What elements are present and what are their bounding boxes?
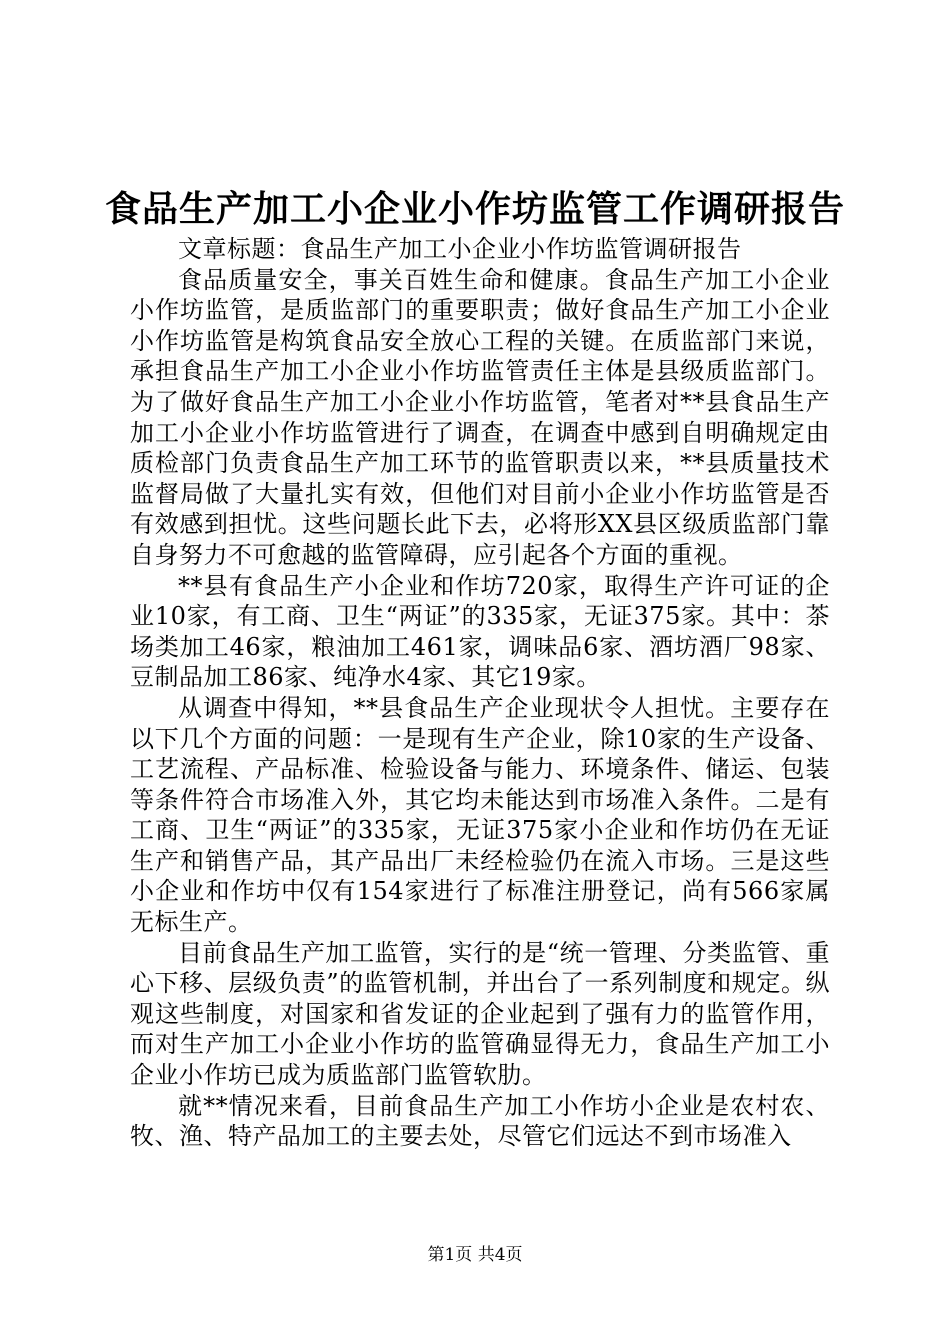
page-footer: 第1页 共4页 (427, 1245, 523, 1265)
document-title: 食品生产加工小企业小作坊监管工作调研报告 (104, 188, 845, 230)
body-paragraph: 目前食品生产加工监管，实行的是“统一管理、分类监管、重心下移、层级负责”的监管机制，并出台了一系列制度和规定。纵观这些制度，对国家和省发证的企业起到了强有力的监管作用，而对生产加工小企业小作坊的监管确显得无力，食品生产加工小企业小作坊已成为质监部门监管软肋。 (130, 938, 830, 1090)
body-paragraph: 就**情况来看，目前食品生产加工小作坊小企业是农村农、牧、渔、特产品加工的主要去处，尽管它们远达不到市场准入 (130, 1091, 830, 1151)
article-title-line: 文章标题：食品生产加工小企业小作坊监管调研报告 (178, 235, 742, 263)
document-body (130, 234, 830, 1152)
body-paragraph: 从调查中得知，**县食品生产企业现状令人担忧。主要存在以下几个方面的问题：一是现有生产企业，除10家的生产设备、工艺流程、产品标准、检验设备与能力、环境条件、储运、包装等条件符合市场准入外，其它均未能达到市场准入条件。二是有工商、卫生“两证”的335家，无证375家小企业和作坊仍在无证生产和销售产品，其产品出厂未经检验仍在流入市场。三是这些小企业和作坊中仅有154家进行了标准注册登记，尚有566家属无标生产。 (130, 693, 830, 937)
body-paragraph: **县有食品生产小企业和作坊720家，取得生产许可证的企业10家，有工商、卫生“两证”的335家，无证375家。其中：茶场类加工46家，粮油加工461家，调味品6家、酒坊酒厂98家、豆制品加工86家、纯净水4家、其它19家。 (130, 571, 830, 692)
body-paragraph: 食品质量安全，事关百姓生命和健康。食品生产加工小企业小作坊监管，是质监部门的重要职责；做好食品生产加工小企业小作坊监管是构筑食品安全放心工程的关键。在质监部门来说，承担食品生产加工小企业小作坊监管责任主体是县级质监部门。为了做好食品生产加工小企业小作坊监管，笔者对**县食品生产加工小企业小作坊监管进行了调查，在调查中感到自明确规定由质检部门负责食品生产加工环节的监管职责以来，**县质量技术监督局做了大量扎实有效，但他们对目前小企业小作坊监管是否有效感到担忧。这些问题长此下去，必将形XX县区级质监部门靠自身努力不可愈越的监管障碍，应引起各个方面的重视。 (130, 265, 830, 569)
